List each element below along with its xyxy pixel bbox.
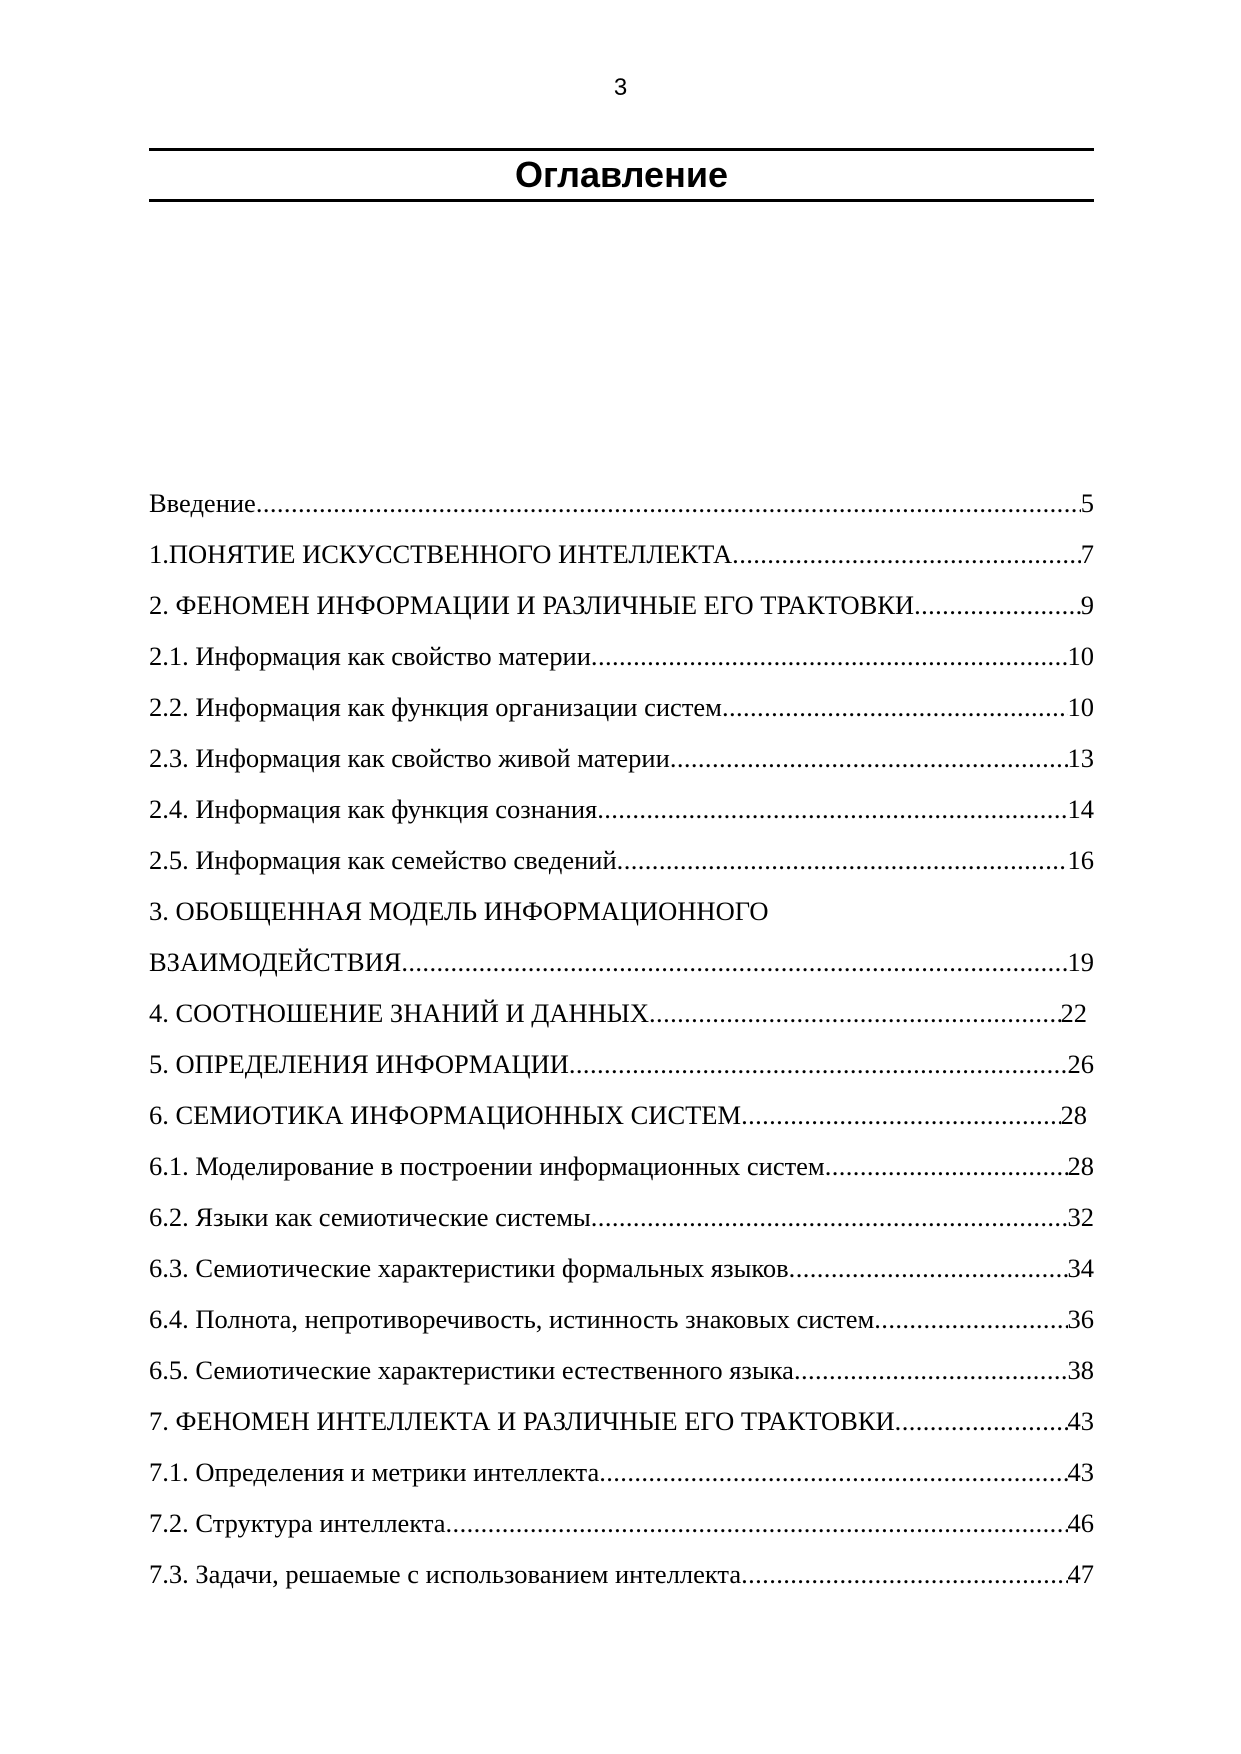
toc-entry-title: 4. СООТНОШЕНИЕ ЗНАНИЙ И ДАННЫХ (149, 998, 650, 1028)
toc-entry-page-number: 5 (1080, 488, 1094, 518)
toc-entry-title: 1.ПОНЯТИЕ ИСКУССТВЕННОГО ИНТЕЛЛЕКТА (149, 539, 733, 569)
toc-entry-page-number: 47 (1067, 1559, 1094, 1589)
toc-entry-page-number: 43 (1067, 1406, 1094, 1436)
toc-entry-page-number: 16 (1067, 845, 1094, 875)
toc-entry-title: 2.5. Информация как семейство сведений (149, 845, 617, 875)
toc-entry-title: 6.2. Языки как семиотические системы (149, 1202, 591, 1232)
toc-dot-leader (825, 1141, 1068, 1192)
toc-dot-leader (670, 733, 1068, 784)
toc-dot-leader (401, 937, 1067, 988)
toc-dot-leader (741, 1549, 1067, 1600)
toc-entry-title: 6.3. Семиотические характеристики формальных языков (149, 1253, 789, 1283)
toc-dot-leader (874, 1294, 1067, 1345)
toc-entry-title: 2.3. Информация как свойство живой материи (149, 743, 670, 773)
toc-entry[interactable] (149, 1549, 1094, 1600)
toc-dot-leader (914, 580, 1081, 631)
toc-entry[interactable] (149, 1447, 1094, 1498)
toc-entry-title: 7. ФЕНОМЕН ИНТЕЛЛЕКТА И РАЗЛИЧНЫЕ ЕГО ТРАКТОВКИ (149, 1406, 895, 1436)
toc-dot-leader (597, 784, 1067, 835)
heading-bottom-rule (149, 199, 1094, 202)
toc-entry[interactable] (149, 886, 1094, 937)
toc-entry-title: 6.5. Семиотические характеристики естественного языка (149, 1355, 794, 1385)
toc-entry-title: 2.1. Информация как свойство материи (149, 641, 591, 671)
toc-entry-page-number: 14 (1067, 794, 1094, 824)
toc-entry[interactable] (149, 529, 1094, 580)
toc-entry-title: 2. ФЕНОМЕН ИНФОРМАЦИИ И РАЗЛИЧНЫЕ ЕГО ТРАКТОВКИ (149, 590, 915, 620)
heading-top-rule (149, 148, 1094, 151)
toc-entry[interactable] (149, 1090, 1094, 1141)
toc-entry-title: ВЗАИМОДЕЙСТВИЯ (149, 947, 402, 977)
toc-dot-leader (599, 1447, 1067, 1498)
toc-entry-page-number: 28 (1067, 1151, 1094, 1181)
toc-entry[interactable] (149, 478, 1094, 529)
toc-entry[interactable] (149, 580, 1094, 631)
toc-entry[interactable] (149, 784, 1094, 835)
toc-entry-title: 2.2. Информация как функция организации систем (149, 692, 722, 722)
toc-entry-title: 2.4. Информация как функция сознания (149, 794, 598, 824)
toc-entry[interactable] (149, 1141, 1094, 1192)
toc-dot-leader (732, 529, 1081, 580)
toc-entry-page-number: 22 (1060, 998, 1087, 1028)
toc-dot-leader (794, 1345, 1068, 1396)
toc-entry[interactable] (149, 631, 1094, 682)
toc-entry-title: 5. ОПРЕДЕЛЕНИЯ ИНФОРМАЦИИ (149, 1049, 569, 1079)
table-of-contents (149, 478, 1094, 1600)
toc-entry-page-number: 43 (1067, 1457, 1094, 1487)
toc-entry-page-number: 10 (1067, 692, 1094, 722)
toc-entry-page-number: 10 (1067, 641, 1094, 671)
toc-dot-leader (741, 1090, 1060, 1141)
toc-entry[interactable] (149, 937, 1094, 988)
toc-entry-title: 6.1. Моделирование в построении информационных систем (149, 1151, 825, 1181)
toc-entry-title: Введение (149, 488, 256, 518)
toc-entry-title: 7.2. Структура интеллекта (149, 1508, 446, 1538)
toc-entry[interactable] (149, 1039, 1094, 1090)
toc-dot-leader (569, 1039, 1068, 1090)
toc-entry[interactable] (149, 1192, 1094, 1243)
toc-entry-page-number: 19 (1067, 947, 1094, 977)
page-number: 3 (613, 74, 628, 101)
toc-entry[interactable] (149, 835, 1094, 886)
toc-dot-leader (256, 478, 1081, 529)
toc-dot-leader (649, 988, 1060, 1039)
toc-entry[interactable] (149, 988, 1094, 1039)
toc-entry[interactable] (149, 682, 1094, 733)
toc-dot-leader (789, 1243, 1068, 1294)
toc-entry-page-number: 36 (1067, 1304, 1094, 1334)
toc-entry-page-number: 13 (1067, 743, 1094, 773)
toc-entry-title: 7.3. Задачи, решаемые с использованием интеллекта (149, 1559, 742, 1589)
toc-entry-page-number: 26 (1067, 1049, 1094, 1079)
toc-entry[interactable] (149, 1243, 1094, 1294)
toc-entry[interactable] (149, 1498, 1094, 1549)
toc-entry-title: 7.1. Определения и метрики интеллекта (149, 1457, 600, 1487)
toc-entry[interactable] (149, 1294, 1094, 1345)
toc-entry-title: 6.4. Полнота, непротиворечивость, истинность знаковых систем (149, 1304, 875, 1334)
toc-entry-page-number: 38 (1067, 1355, 1094, 1385)
toc-entry-title: 6. СЕМИОТИКА ИНФОРМАЦИОННЫХ СИСТЕМ (149, 1100, 742, 1130)
toc-dot-leader (446, 1498, 1068, 1549)
toc-dot-leader (895, 1396, 1068, 1447)
toc-dot-leader (591, 1192, 1068, 1243)
toc-dot-leader (722, 682, 1068, 733)
toc-entry[interactable] (149, 1345, 1094, 1396)
toc-entry-page-number: 46 (1067, 1508, 1094, 1538)
toc-entry-page-number: 34 (1067, 1253, 1094, 1283)
toc-entry[interactable] (149, 1396, 1094, 1447)
toc-entry[interactable] (149, 733, 1094, 784)
toc-entry-title: 3. ОБОБЩЕННАЯ МОДЕЛЬ ИНФОРМАЦИОННОГО (149, 896, 769, 926)
toc-entry-page-number: 9 (1080, 590, 1094, 620)
toc-entry-page-number: 28 (1060, 1100, 1087, 1130)
page-title: Оглавление (515, 154, 728, 195)
toc-dot-leader (617, 835, 1068, 886)
toc-entry-page-number: 32 (1067, 1202, 1094, 1232)
toc-dot-leader (591, 631, 1068, 682)
toc-entry-page-number: 7 (1080, 539, 1094, 569)
